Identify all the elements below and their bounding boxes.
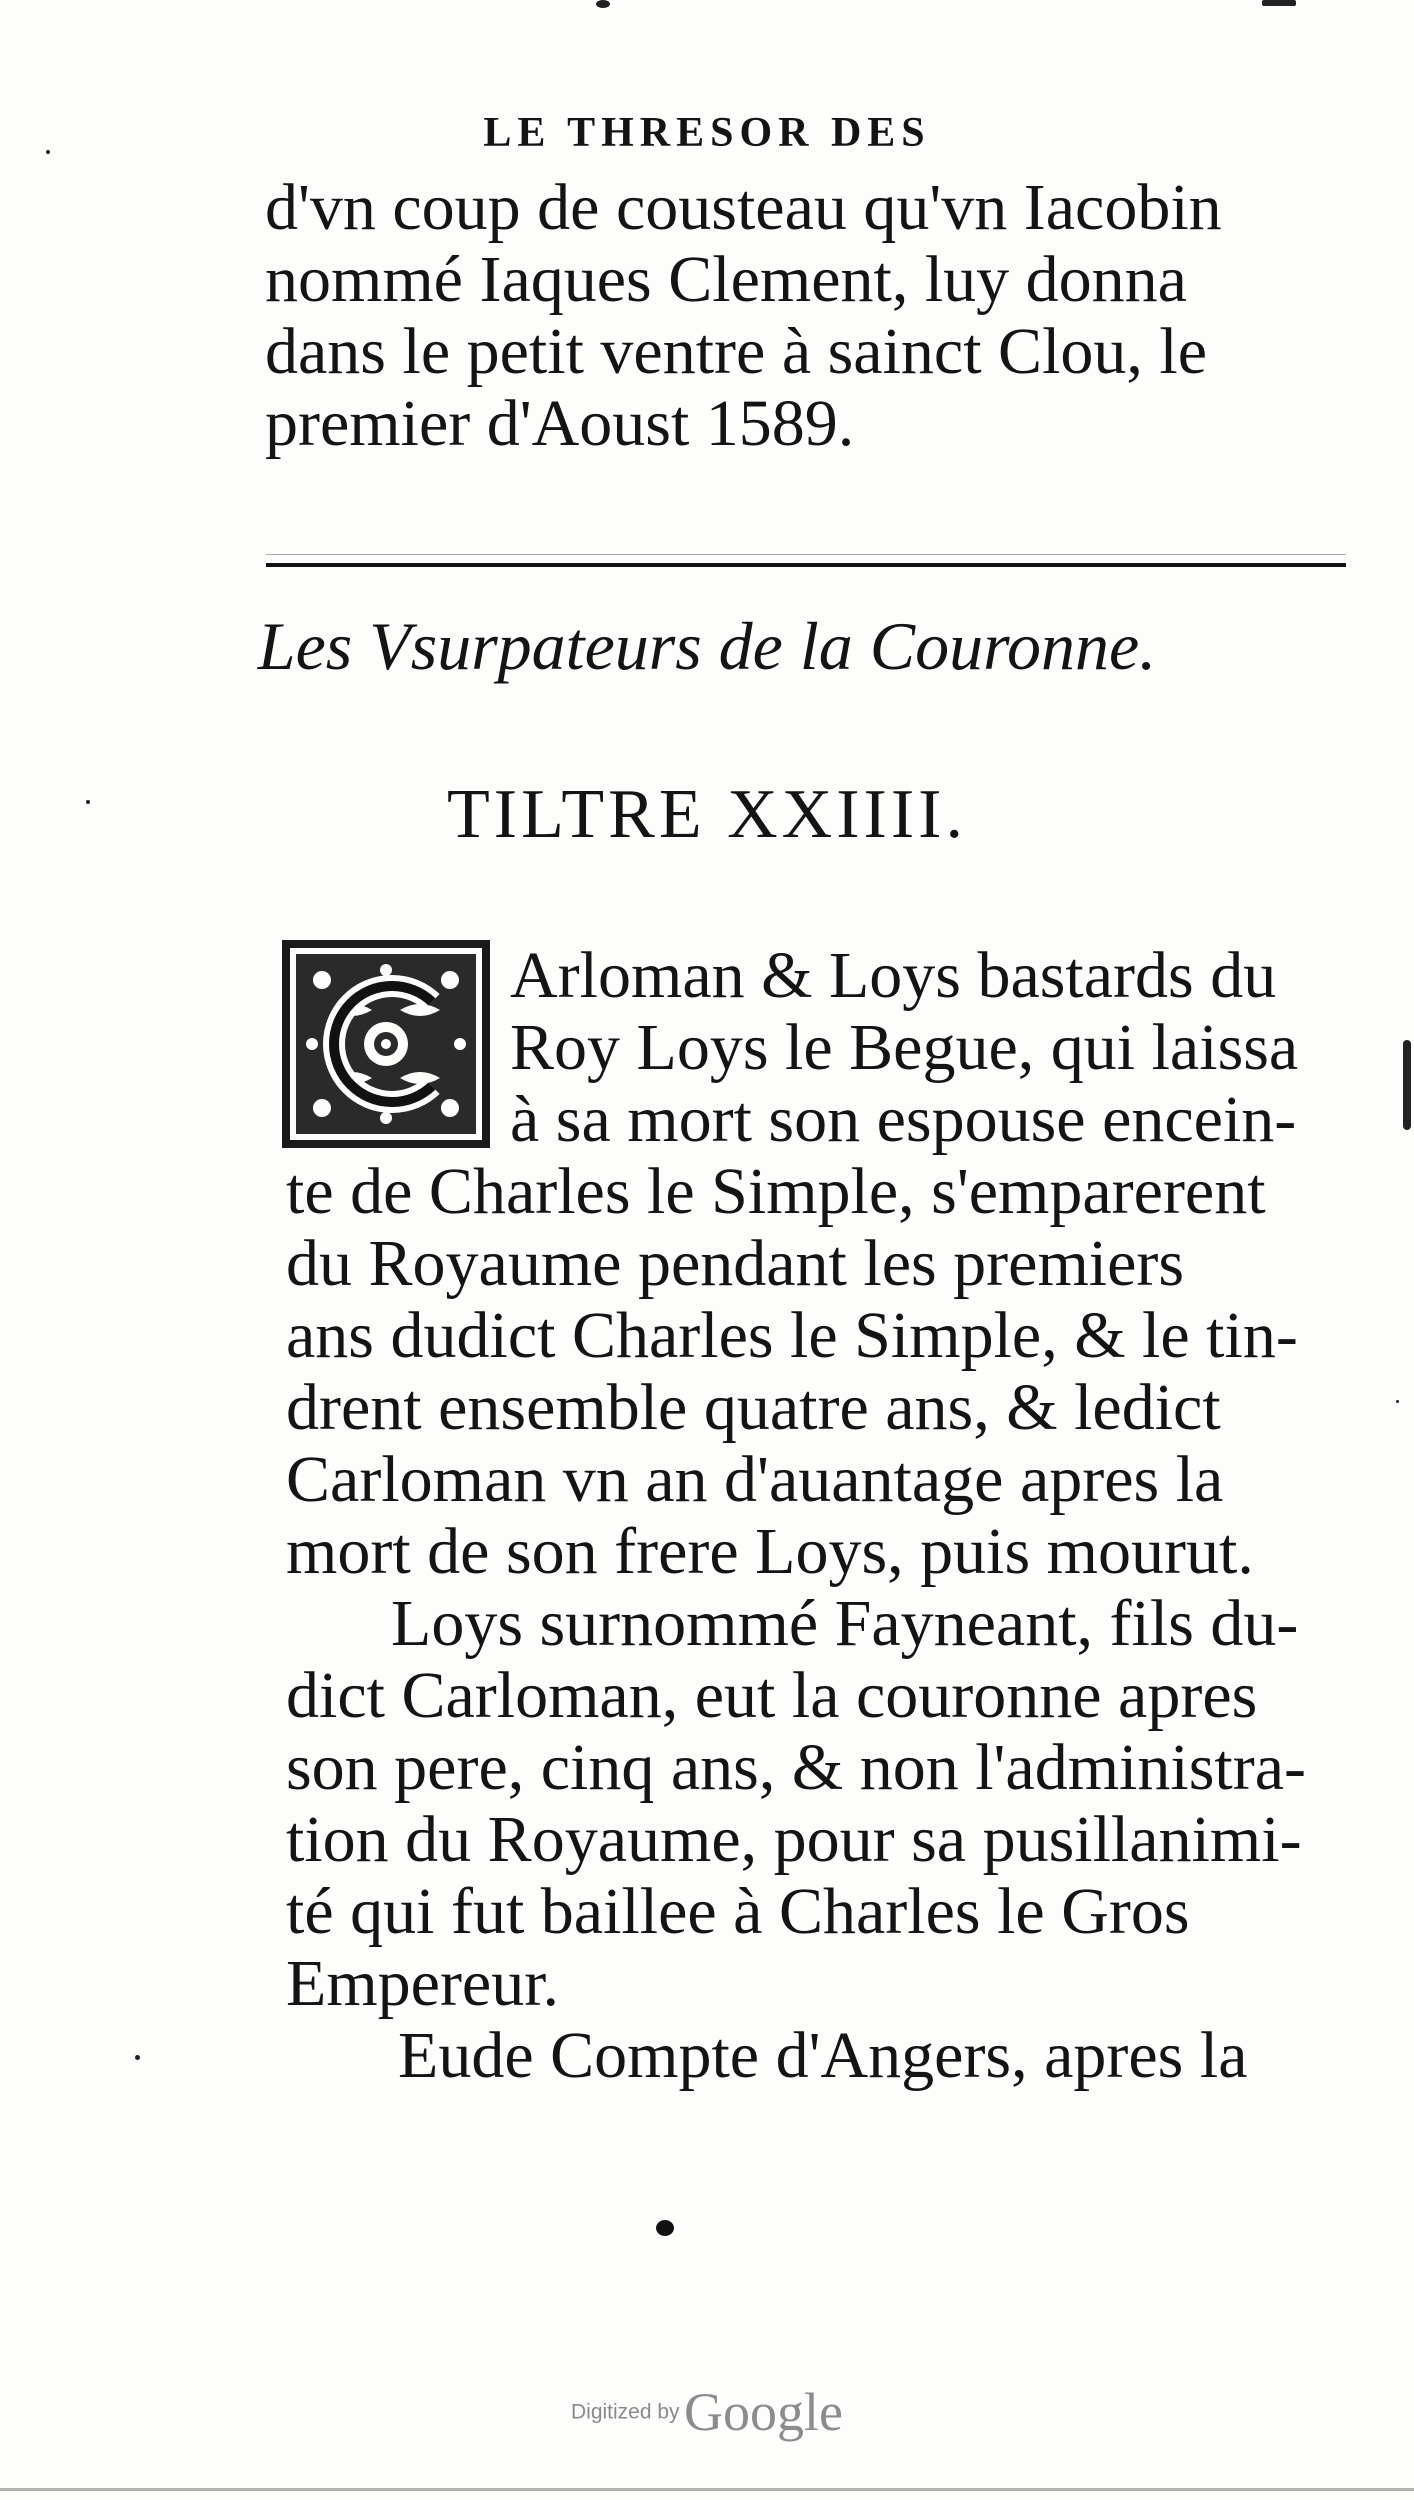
scan-speck <box>0 2488 1414 2491</box>
scan-speck <box>1262 0 1296 6</box>
body-paragraphs <box>286 1156 1306 2092</box>
chapter-heading: TILTRE XXIIII. <box>447 776 967 853</box>
text-line: dict Carloman, eut la couronne apres <box>286 1659 1258 1732</box>
text-line: Empereur. <box>286 1947 560 2020</box>
text-line: du Royaume pendant les premiers <box>286 1227 1185 1300</box>
section-title: Les Vsurpateurs de la Couronne. <box>257 608 1157 684</box>
text-line: Carloman vn an d'auantage apres la <box>286 1443 1224 1516</box>
scan-speck <box>1396 1400 1399 1403</box>
text-line: te de Charles le Simple, s'emparerent <box>286 1155 1266 1228</box>
running-head: LE THRESOR DES <box>483 110 931 156</box>
text-line: premier d'Aoust 1589. <box>265 387 855 460</box>
text-line: son pere, cinq ans, & non l'administra- <box>286 1731 1307 1804</box>
text-line: ans dudict Charles le Simple, & le tin- <box>286 1299 1298 1372</box>
drop-cap-letter: C <box>386 1050 387 1051</box>
text-line: d'vn coup de cousteau qu'vn Iacobin <box>265 171 1222 244</box>
digitization-footer <box>0 2382 1414 2442</box>
indented-lines <box>510 940 1298 1156</box>
text-line: Roy Loys le Begue, qui laissa <box>510 1011 1299 1084</box>
text-line: drent ensemble quatre ans, & ledict <box>286 1371 1221 1444</box>
digitized-by-label: Digitized by <box>571 2400 680 2424</box>
rule-shadow <box>266 554 1346 555</box>
text-line: à sa mort son espouse encein- <box>510 1083 1297 1156</box>
text-line: tion du Royaume, pour sa pusillanimi- <box>286 1803 1302 1876</box>
text-line: mort de son frere Loys, puis mourut. <box>286 1515 1254 1588</box>
text-line: Loys surnommé Fayneant, fils du- <box>391 1587 1299 1660</box>
scan-speck <box>596 0 610 8</box>
text-line: Eude Compte d'Angers, apres la <box>398 2019 1248 2092</box>
scan-speck <box>135 2055 140 2060</box>
text-line: nommé Iaques Clement, luy donna <box>265 243 1187 316</box>
text-line: té qui fut baillee à Charles le Gros <box>286 1875 1190 1948</box>
text-line: dans le petit ventre à sainct Clou, le <box>265 315 1208 388</box>
text-line: Arloman & Loys bastards du <box>510 939 1277 1012</box>
ornamental-drop-cap <box>282 940 490 1148</box>
horizontal-rule <box>266 563 1346 567</box>
google-logo: Google <box>684 2382 843 2442</box>
signature-mark <box>656 2220 674 2236</box>
top-paragraph <box>265 172 1222 460</box>
scan-speck <box>1403 1040 1411 1130</box>
